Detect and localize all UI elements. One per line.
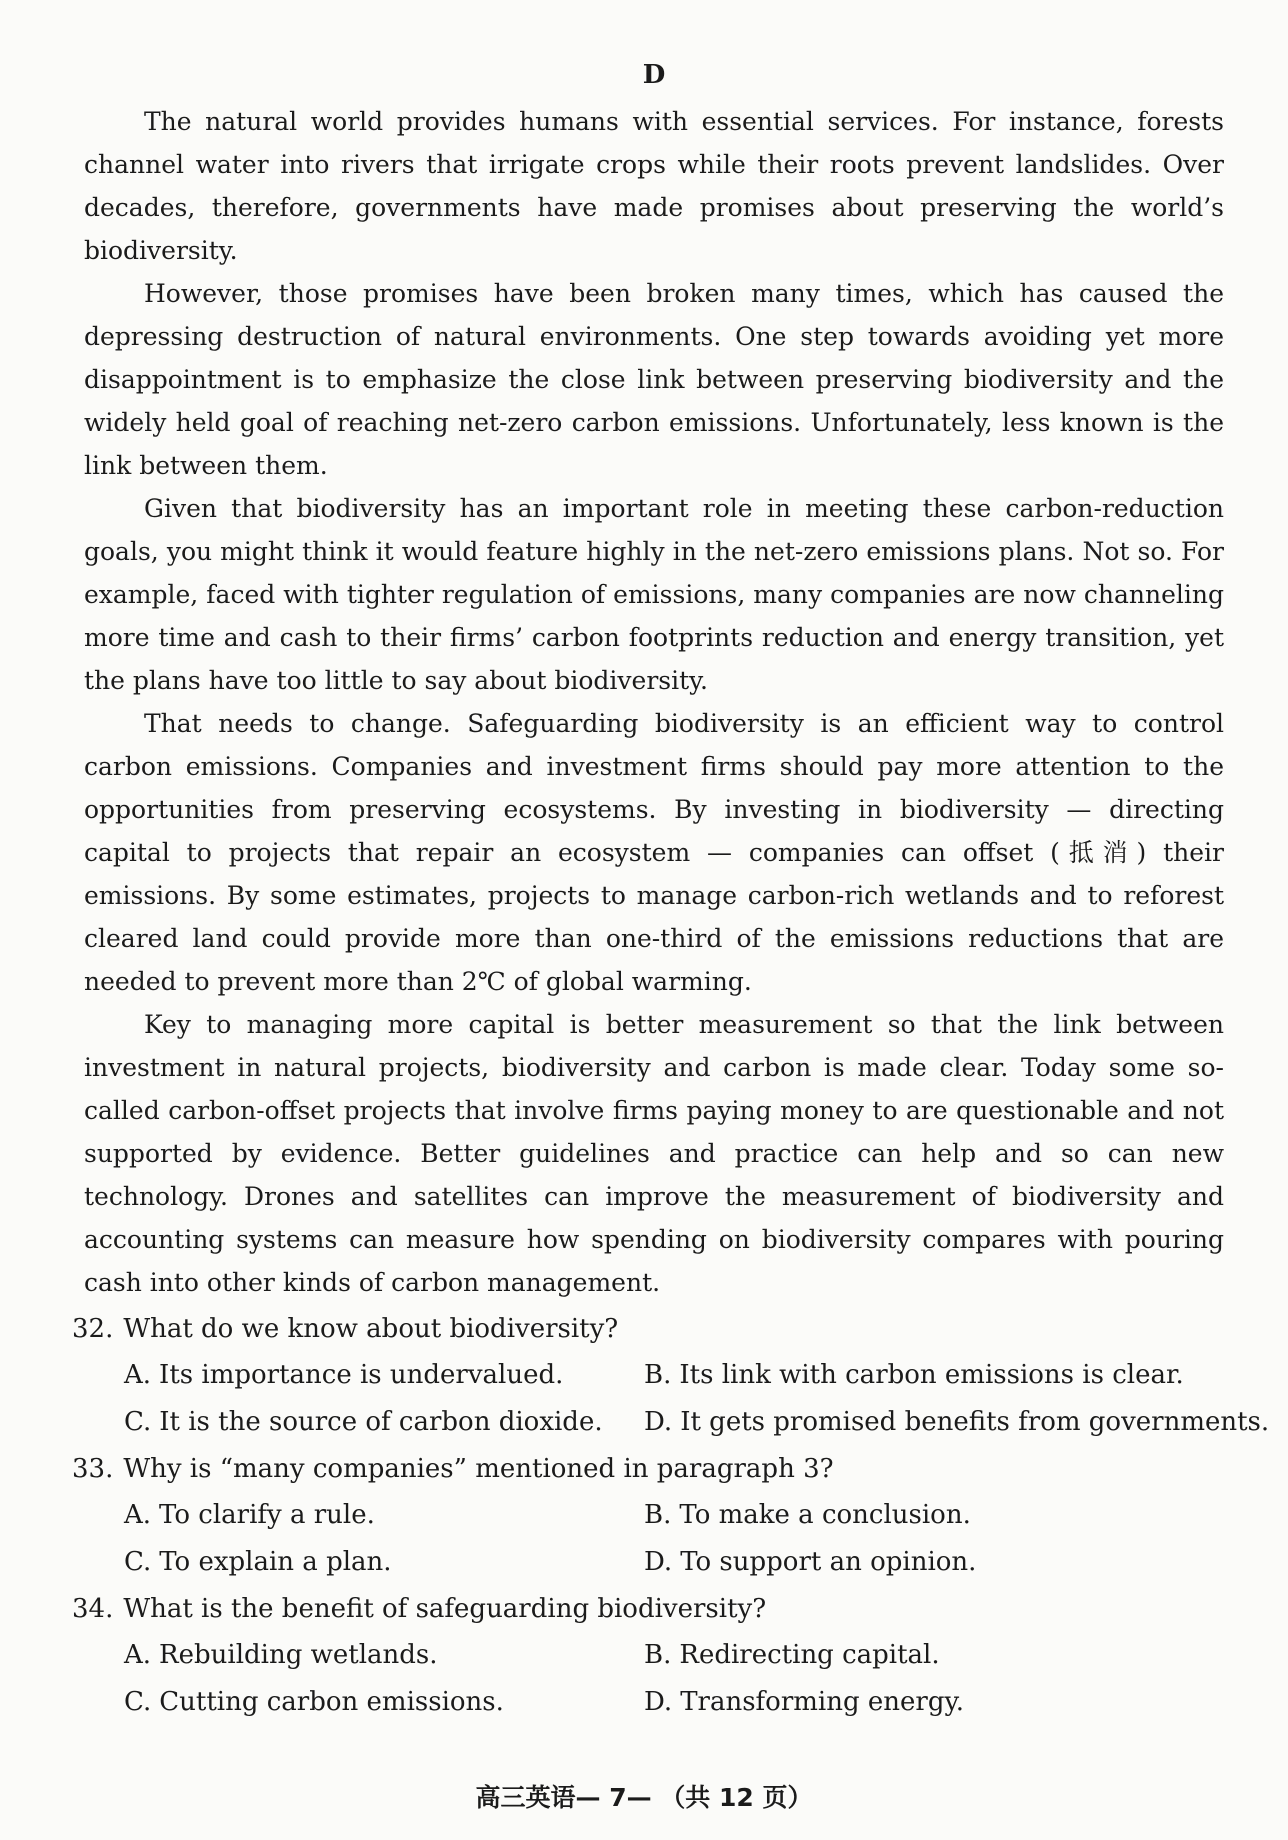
option-c[interactable]: C. Cutting carbon emissions. xyxy=(124,1687,504,1717)
option-b[interactable]: B. Redirecting capital. xyxy=(644,1640,940,1670)
option-a[interactable]: A. To clarify a rule. xyxy=(124,1500,375,1530)
section-heading: D xyxy=(642,60,666,90)
passage-paragraph-5: Key to managing more capital is better measurement so that the link between investment in natural projects, biodiversity and carbon is made clear. Today some so-called carbon-offset projects that involve firms paying money to are questionable and not supported by evidence. Better guidelines and practice can help and so can new technology. Drones and satellites can improve the measurement of biodiversity and accounting systems can measure how spending on biodiversity compares with pouring cash into other kinds of carbon management. xyxy=(84,1010,1224,1297)
question-number: 33. xyxy=(72,1454,114,1484)
question-list xyxy=(72,1306,1270,1726)
question-32 xyxy=(72,1306,1270,1446)
option-d[interactable]: D. To support an opinion. xyxy=(644,1547,977,1577)
option-d[interactable]: D. Transforming energy. xyxy=(644,1687,964,1717)
option-b[interactable]: B. Its link with carbon emissions is clear. xyxy=(644,1360,1184,1390)
option-grid xyxy=(84,1352,1270,1446)
option-d[interactable]: D. It gets promised benefits from governments. xyxy=(644,1407,1270,1437)
question-stem: What is the benefit of safeguarding biodiversity? xyxy=(123,1594,767,1624)
option-a[interactable]: A. Rebuilding wetlands. xyxy=(124,1640,438,1670)
page-footer: 高三英语— 7— （共 12 页） xyxy=(475,1783,813,1812)
passage-paragraph-3: Given that biodiversity has an important role in meeting these carbon-reduction goals, you might think it would feature highly in the net-zero emissions plans. Not so. For example, faced with tighter regulation of emissions, many companies are now channeling more time and cash to their firms’ carbon footprints reduction and energy transition, yet the plans have too little to say about biodiversity. xyxy=(84,494,1224,695)
passage-paragraph-1: The natural world provides humans with essential services. For instance, forests channel water into rivers that irrigate crops while their roots prevent landslides. Over decades, therefore, governments have made promises about preserving the world’s biodiversity. xyxy=(84,107,1224,265)
option-a[interactable]: A. Its importance is undervalued. xyxy=(124,1360,564,1390)
question-stem: Why is “many companies” mentioned in paragraph 3? xyxy=(123,1454,834,1484)
question-34 xyxy=(72,1586,1224,1726)
passage-paragraph-2: However, those promises have been broken many times, which has caused the depressing destruction of natural environments. One step towards avoiding yet more disappointment is to emphasize the close link between preserving biodiversity and the widely held goal of reaching net-zero carbon emissions. Unfortunately, less known is the link between them. xyxy=(84,279,1224,480)
reading-passage xyxy=(84,100,1224,1304)
passage-paragraph-4: That needs to change. Safeguarding biodiversity is an efficient way to control carbon emissions. Companies and investment firms should pay more attention to the opportunities from preserving ecosystems. By investing in biodiversity — directing capital to projects that repair an ecosystem — companies can offset (抵消) their emissions. By some estimates, projects to manage carbon-rich wetlands and to reforest cleared land could provide more than one-third of the emissions reductions that are needed to prevent more than 2℃ of global warming. xyxy=(84,709,1224,996)
option-b[interactable]: B. To make a conclusion. xyxy=(644,1500,971,1530)
option-grid xyxy=(84,1632,1224,1726)
question-number: 34. xyxy=(72,1594,114,1624)
option-grid xyxy=(84,1492,1224,1586)
question-number: 32. xyxy=(72,1314,114,1344)
question-stem: What do we know about biodiversity? xyxy=(123,1314,619,1344)
option-c[interactable]: C. To explain a plan. xyxy=(124,1547,392,1577)
option-c[interactable]: C. It is the source of carbon dioxide. xyxy=(124,1407,603,1437)
question-33 xyxy=(72,1446,1224,1586)
